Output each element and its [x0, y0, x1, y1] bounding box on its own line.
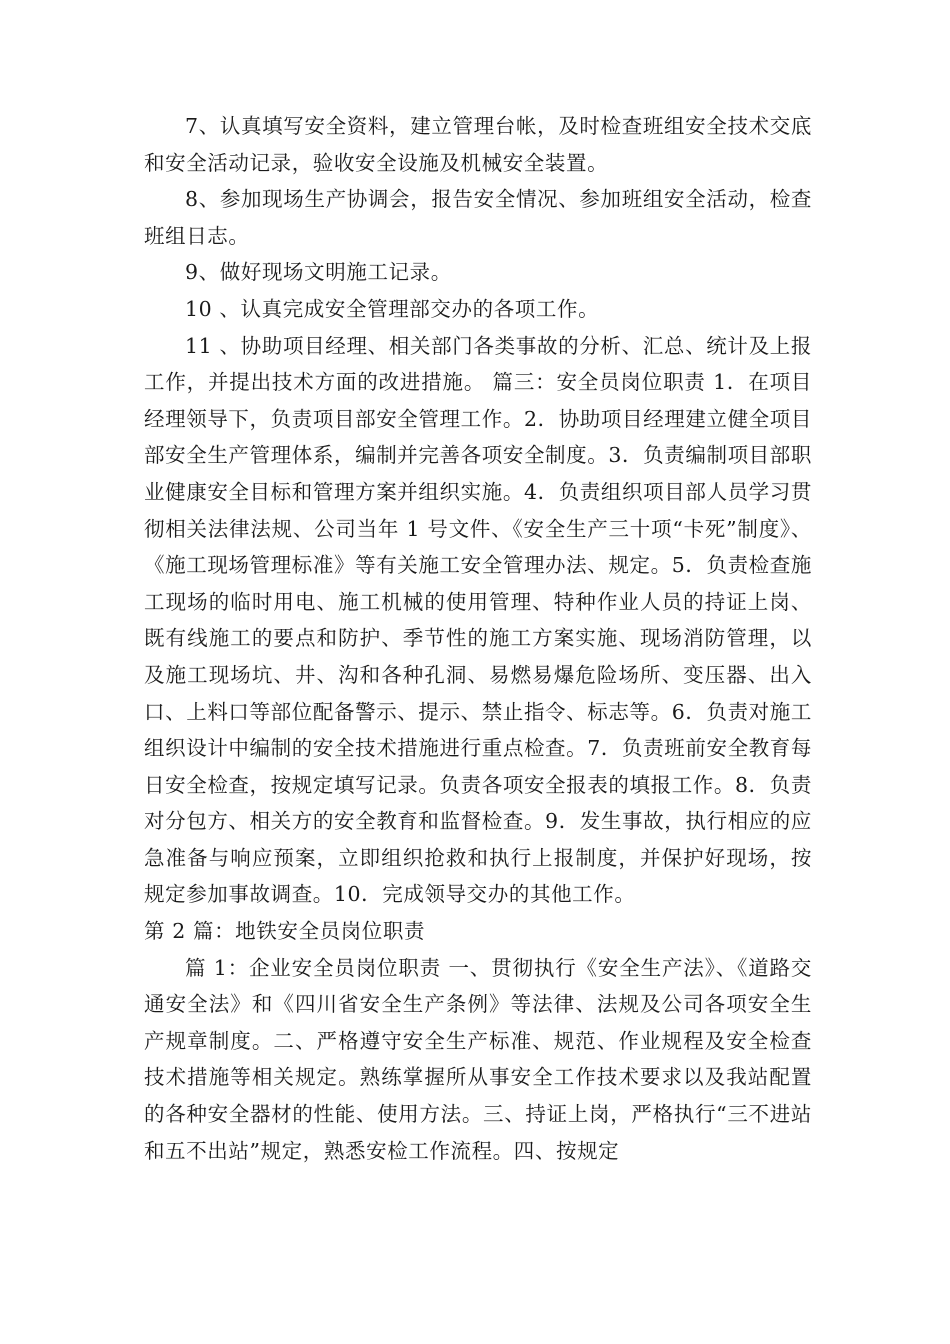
paragraph-item-9: 9、做好现场文明施工记录。 — [185, 260, 452, 285]
section-heading: 第 2 篇：地铁安全员岗位职责 — [144, 919, 426, 944]
paragraph-section-2-body: 篇 1：企业安全员岗位职责 一、贯彻执行《安全生产法》、《道路交通安全法》和《四川省安全生产条例》等法律、法规及公司各项安全生产规章制度。二、严格遵守安全生产标准、规范、作业规程及安全检查技术措施等相关规定。熟练掌握所从事安全工作技术要求以及我站配置的各种安全器材的性能、使用方法。三、持证上岗，严格执行“三不进站和五不出站”规定，熟悉安检工作流程。四、按规定 — [144, 955, 812, 1163]
paragraph-item-10: 10 、认真完成安全管理部交办的各项工作。 — [185, 296, 600, 321]
paragraph-item-7: 7、认真填写安全资料，建立管理台帐，及时检查班组安全技术交底和安全活动记录，验收安全设施及机械安全装置。 — [144, 114, 812, 175]
paragraph-item-11: 11 、协助项目经理、相关部门各类事故的分析、汇总、统计及上报工作，并提出技术方面的改进措施。 篇三：安全员岗位职责 1．在项目经理领导下，负责项目部安全管理工作。2．协助项目经理建立健全项目部安全生产管理体系，编制并完善各项安全制度。3．负责编制项目部职业健康安全目标和管理方案并组织实施。4．负责组织项目部人员学习贯彻相关法律法规、公司当年 1 号文件、《安全生产三十项“卡死”制度》、《施工现场管理标准》等有关施工安全管理办法、规定。5．负责检查施工现场的临时用电、施工机械的使用管理、特种作业人员的持证上岗、既有线施工的要点和防护、季节性的施工方案实施、现场消防管理，以及施工现场坑、井、沟和各种孔洞、易燃易爆危险场所、变压器、出入口、上料口等部位配备警示、提示、禁止指令、标志等。6．负责对施工组织设计中编制的安全技术措施进行重点检查。7．负责班前安全教育每日安全检查，按规定填写记录。负责各项安全报表的填报工作。8．负责对分包方、相关方的安全教育和监督检查。9．发生事故，执行相应的应急准备与响应预案，立即组织抢救和执行上报制度，并保护好现场，按规定参加事故调查。10．完成领导交办的其他工作。 — [144, 333, 812, 907]
paragraph-item-8: 8、参加现场生产协调会，报告安全情况、参加班组安全活动，检查班组日志。 — [144, 187, 812, 248]
document-page — [144, 108, 812, 1169]
